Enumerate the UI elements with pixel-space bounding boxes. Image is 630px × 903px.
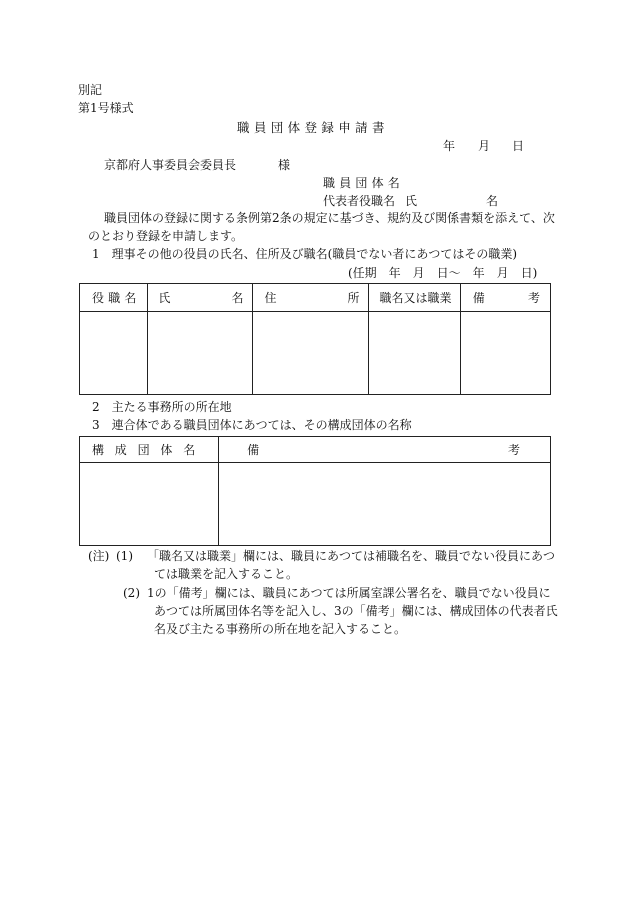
col-remarks-label-a: 備 (472, 291, 485, 305)
note2-number: (2) (123, 586, 140, 600)
note2-line3: 名及び主たる事務所の所在地を記入すること。 (154, 622, 407, 636)
col-position (80, 284, 148, 312)
member-orgs-cell-remarks[interactable] (219, 463, 551, 546)
officers-table (79, 283, 551, 395)
officers-table-body (80, 312, 551, 395)
date-month: 月 (478, 139, 491, 153)
officers-cell-position[interactable] (80, 312, 148, 395)
section1-heading: 1 理事その他の役員の氏名、住所及び職名(職員でない者にあつてはその職業) (92, 247, 518, 261)
member-orgs-table-body (80, 463, 551, 546)
col-member-org-label: 構成団体名 (92, 443, 207, 457)
col-address (252, 284, 368, 312)
note1-number: (1) (116, 549, 133, 563)
col-remarks-label-b: 考 (527, 291, 540, 305)
col-name-label-b: 名 (231, 291, 244, 305)
col-member-remarks-label-b: 考 (507, 443, 520, 457)
member-orgs-cell-name[interactable] (80, 463, 219, 546)
addressee-honorific: 様 (278, 158, 291, 172)
addressee-name: 京都府人事委員会委員長 (104, 158, 237, 172)
col-member-remarks-label-a: 備 (247, 443, 260, 457)
form-number: 第1号様式 (78, 101, 134, 115)
officers-cell-name[interactable] (148, 312, 252, 395)
representative-name-label-1: 氏 (405, 194, 418, 208)
date-day: 日 (512, 139, 525, 153)
term-line: (任期 年 月 日～ 年 月 日) (348, 266, 538, 280)
col-address-label-a: 住 (264, 291, 277, 305)
col-address-label-b: 所 (347, 291, 360, 305)
date-year: 年 (443, 139, 456, 153)
officers-table-header (80, 284, 551, 312)
body-text-line2: のとおり登録を申請します。 (88, 229, 244, 243)
note2-line1: 1の「備考」欄には、職員にあつては所属室課公署名を、職員でない役員に (147, 586, 551, 600)
officers-cell-occupation[interactable] (368, 312, 460, 395)
representative-name-label-2: 名 (486, 194, 499, 208)
officers-cell-address[interactable] (252, 312, 368, 395)
col-occupation (368, 284, 460, 312)
officers-cell-remarks[interactable] (460, 312, 550, 395)
representative-title-label: 代表者役職名 (323, 194, 396, 208)
document-title: 職員団体登録申請書 (237, 120, 389, 135)
body-text-line1: 職員団体の登録に関する条例第2条の規定に基づき、規約及び関係書類を添えて、次 (104, 211, 555, 225)
col-remarks (460, 284, 550, 312)
attachment-label: 別記 (78, 83, 103, 97)
member-orgs-table-header (80, 437, 551, 463)
section2-heading: 2 主たる事務所の所在地 (92, 400, 232, 414)
col-position-label: 役職名 (92, 291, 141, 305)
notes-prefix: (注) (88, 549, 110, 563)
col-member-org (80, 437, 219, 463)
note1-line2: ては職業を記入すること。 (154, 567, 299, 581)
col-name (148, 284, 252, 312)
col-member-remarks (219, 437, 551, 463)
col-name-label-a: 氏 (158, 291, 171, 305)
note2-line2: あつては所属団体名等を記入し、3の「備考」欄には、構成団体の代表者氏 (154, 604, 558, 618)
col-occupation-label: 職名又は職業 (379, 291, 452, 305)
org-name-label: 職員団体名 (323, 176, 405, 190)
section3-heading: 3 連合体である職員団体にあつては、その構成団体の名称 (92, 418, 412, 432)
member-orgs-table (79, 436, 551, 546)
note1-line1: 「職名又は職業」欄には、職員にあつては補職名を、職員でない役員にあつ (147, 549, 556, 563)
